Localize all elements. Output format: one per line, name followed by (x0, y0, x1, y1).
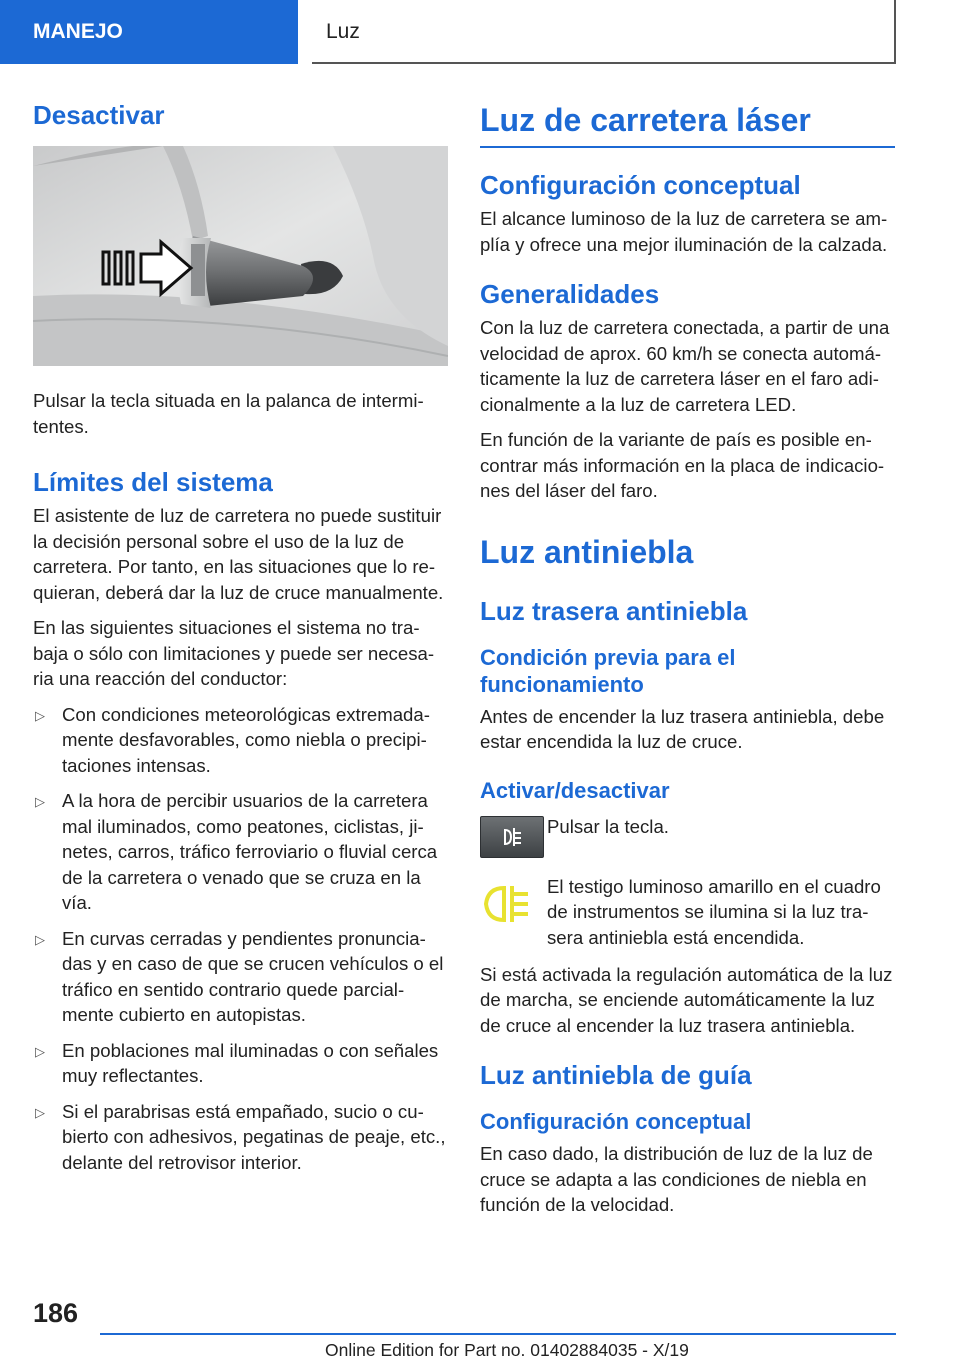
list-item: ▷ Si el parabrisas está empañado, sucio o cubierto con adhesivos, pegatinas de peaje, etc., delante del retrovisor interior. (35, 1100, 446, 1173)
list-item: ▷ Con condiciones meteorológicas extremadamente desfavorables, como niebla o precipitaciones intensas. (35, 703, 430, 776)
rear-fog-key-icon (480, 816, 544, 858)
paragraph-caso-dado: En caso dado, la distribución de luz de la luz de cruce se adapta a las condiciones de niebla en función de la velocidad. (480, 1143, 873, 1215)
heading-luz-antiniebla: Luz antiniebla (480, 533, 694, 570)
triangle-right-icon: ▷ (35, 931, 45, 947)
paragraph-antes-encender: Antes de encender la luz trasera antiniebla, debe estar encendida la luz de cruce. (480, 705, 885, 752)
heading-luz-trasera-antiniebla: Luz trasera antiniebla (480, 595, 748, 626)
heading-limites-sistema: Límites del sistema (33, 467, 273, 497)
paragraph-pulsar-tecla: Pulsar la tecla situada en la palanca de intermitentes. (33, 390, 424, 437)
triangle-right-icon: ▷ (35, 707, 45, 723)
triangle-right-icon: ▷ (35, 1104, 45, 1120)
heading-desactivar: Desactivar (33, 100, 165, 130)
paragraph-carretera-conectada: Con la luz de carretera conectada, a partir de una velocidad de aprox. 60 km/h se conecta automáticamente la luz de carretera láser en el faro adicionalmente a la luz de carretera LED. (480, 317, 890, 415)
key-instruction-row (480, 814, 895, 864)
turn-signal-stalk-illustration (33, 146, 448, 366)
page-number: 186 (33, 1298, 79, 1328)
stalk-button-illustration-svg (33, 146, 448, 366)
heading-generalidades: Generalidades (480, 279, 660, 309)
paragraph-regulacion-automatica: Si está activada la regulación automática de la luz de marcha, se enciende automáticamente la luz de cruce al encender la luz trasera antiniebla. (480, 963, 893, 1036)
section-tab (0, 0, 298, 64)
list-item: ▷ A la hora de percibir usuarios de la carretera mal iluminados, como peatones, ciclistas, jinetes, carros, tráfico ferroviario o fluvial cerca de la carretera o venado que se cruza en la vía. (35, 790, 438, 913)
triangle-right-icon: ▷ (35, 794, 45, 809)
paragraph-variante-pais: En función de la variante de país es posible encontrar más información en la placa de indicaciones del láser del faro. (480, 429, 885, 501)
triangle-right-icon: ▷ (35, 1043, 45, 1059)
heading-configuracion-conceptual-2: Configuración conceptual (480, 1109, 752, 1134)
limitations-list (33, 702, 448, 1176)
paragraph-alcance: El alcance luminoso de la luz de carretera se amplía y ofrece una mejor iluminación de la calzada. (480, 208, 888, 255)
paragraph-siguientes-situaciones: En las siguientes situaciones el sistema no trabaja o sólo con limitaciones y puede ser necesaria una reacción del conductor: (33, 617, 435, 689)
heading-condicion-previa: Condición previa para el funcionamiento (480, 644, 736, 697)
paragraph-testigo-luminoso: El testigo luminoso amarillo en el cuadro de instrumentos se ilumina si la luz trasera antiniebla está encendida. (547, 875, 881, 948)
right-column (480, 100, 895, 1228)
left-column (33, 100, 448, 1185)
edition-note: Online Edition for Part no. 01402884035 - X/19 (325, 1340, 689, 1360)
list-item: ▷ En curvas cerradas y pendientes pronunciadas y en caso de que se crucen vehículos o el tráfico en sentido contrario quede parcialmente cubierto en autopistas. (35, 927, 444, 1025)
list-item: ▷ En poblaciones mal iluminadas o con señales muy reflectantes. (35, 1039, 439, 1086)
paragraph-asistente: El asistente de luz de carretera no puede sustituir la decisión personal sobre el uso de la luz de carretera. Por tanto, en las situaciones que lo requieran, deberá dar la luz de cruce manualmente. (33, 505, 444, 603)
paragraph-pulsar-la-tecla: Pulsar la tecla. (547, 815, 669, 837)
heading-activar-desactivar: Activar/desactivar (480, 777, 670, 803)
rear-fog-indicator-icon (480, 882, 542, 926)
section-title: MANEJO (33, 20, 123, 43)
heading-luz-carretera-laser: Luz de carretera láser (480, 100, 895, 148)
heading-configuracion-conceptual-1: Configuración conceptual (480, 170, 801, 200)
footer-divider (100, 1333, 896, 1335)
chapter-title: Luz (326, 20, 360, 43)
chapter-header (312, 0, 896, 64)
indicator-instruction-row (480, 874, 895, 952)
heading-luz-antiniebla-guia: Luz antiniebla de guía (480, 1060, 752, 1090)
